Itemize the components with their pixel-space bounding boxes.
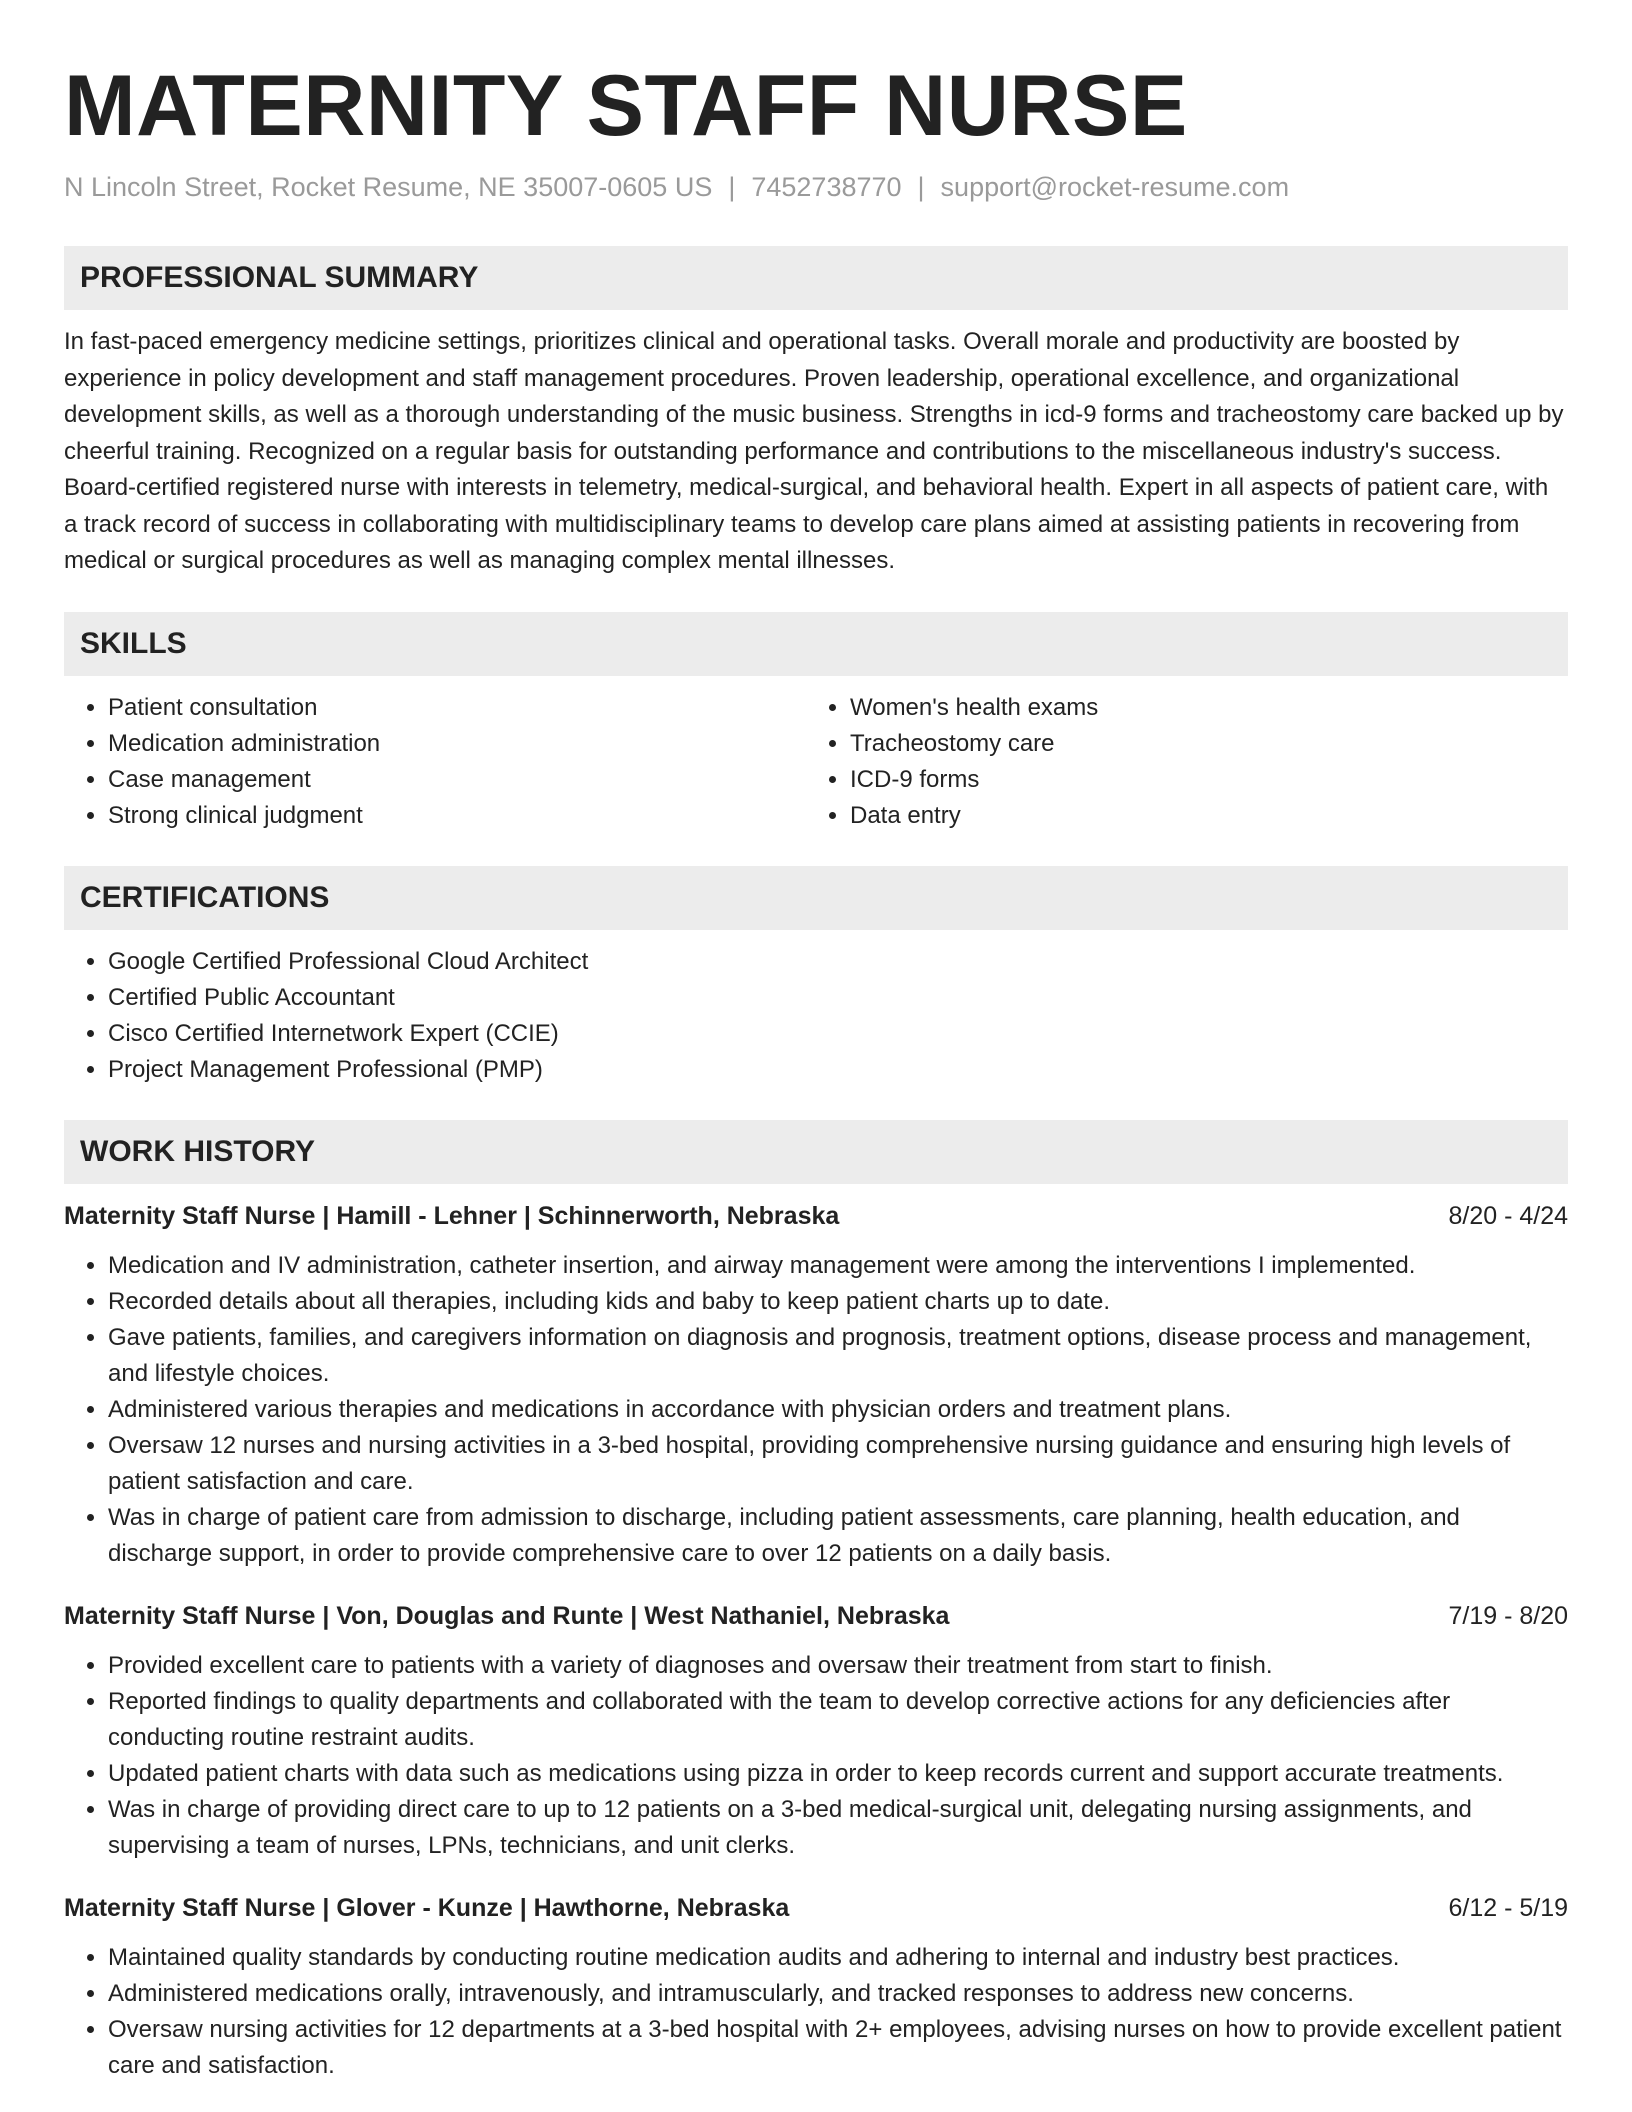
job-bullets (64, 1940, 1568, 2084)
contact-separator: | (728, 172, 736, 202)
job-bullet: • Administered medications orally, intravenously, and intramuscularly, and tracked responses to address new concerns. (108, 1976, 1568, 2012)
skill-item: • Data entry (850, 798, 1548, 834)
job-bullet: • Medication and IV administration, catheter insertion, and airway management were among the interventions I implemented. (108, 1248, 1568, 1284)
contact-separator: | (917, 172, 925, 202)
skill-item: • Strong clinical judgment (108, 798, 806, 834)
job-bullet: • Oversaw nursing activities for 12 departments at a 3-bed hospital with 2+ employees, advising nurses on how to provide excellent patient care and satisfaction. (108, 2012, 1568, 2084)
skills-heading: SKILLS (64, 612, 1568, 676)
job-entry (64, 1890, 1568, 2084)
job-entry (64, 1598, 1568, 1864)
skill-item: • Case management (108, 762, 806, 798)
certifications-list (64, 944, 1568, 1088)
contact-phone: 7452738770 (751, 172, 902, 202)
work-history-heading: WORK HISTORY (64, 1120, 1568, 1184)
job-bullet: • Recorded details about all therapies, including kids and baby to keep patient charts up to date. (108, 1284, 1568, 1320)
job-entry (64, 1198, 1568, 1572)
certification-item: • Google Certified Professional Cloud Architect (108, 944, 1568, 980)
certification-item: • Project Management Professional (PMP) (108, 1052, 1568, 1088)
job-bullet: • Provided excellent care to patients with a variety of diagnoses and oversaw their treatment from start to finish. (108, 1648, 1568, 1684)
job-bullet: • Oversaw 12 nurses and nursing activities in a 3-bed hospital, providing comprehensive nursing guidance and ensuring high levels of patient satisfaction and care. (108, 1428, 1568, 1500)
certifications-section (64, 866, 1568, 1088)
contact-email: support@rocket-resume.com (940, 172, 1290, 202)
resume-page (64, 56, 1568, 2084)
work-history-section (64, 1120, 1568, 2084)
summary-section (64, 246, 1568, 580)
skills-list-left (64, 690, 806, 834)
contact-line (64, 170, 1568, 204)
job-bullet: • Updated patient charts with data such as medications using pizza in order to keep records current and support accurate treatments. (108, 1756, 1568, 1792)
job-title: Maternity Staff Nurse | Hamill - Lehner | Schinnerworth, Nebraska (64, 1201, 840, 1230)
job-title: Maternity Staff Nurse | Von, Douglas and Runte | West Nathaniel, Nebraska (64, 1601, 950, 1630)
job-title: Maternity Staff Nurse | Glover - Kunze | Hawthorne, Nebraska (64, 1893, 790, 1922)
contact-address: N Lincoln Street, Rocket Resume, NE 35007-0605 US (64, 172, 713, 202)
job-header (64, 1598, 1568, 1634)
summary-text: In fast-paced emergency medicine settings, prioritizes clinical and operational tasks. Overall morale and productivity are boosted by experience in policy development and staff management procedures. Proven leadership, operational excellence, and organizational development skills, as well as a thorough understanding of the music business. Strengths in icd-9 forms and tracheostomy care backed up by cheerful training. Recognized on a regular basis for outstanding performance and contributions to the miscellaneous industry's success. Board-certified registered nurse with interests in telemetry, medical-surgical, and behavioral health. Expert in all aspects of patient care, with a track record of success in collaborating with multidisciplinary teams to develop care plans aimed at assisting patients in recovering from medical or surgical procedures as well as managing complex mental illnesses. (64, 328, 1564, 574)
skill-item: • ICD-9 forms (850, 762, 1548, 798)
skills-section (64, 612, 1568, 834)
certifications-heading: CERTIFICATIONS (64, 866, 1568, 930)
job-bullet: • Was in charge of patient care from admission to discharge, including patient assessments, care planning, health education, and discharge support, in order to provide comprehensive care to over 12 patients on a daily basis. (108, 1500, 1568, 1572)
job-dates: 7/19 - 8/20 (1448, 1601, 1568, 1630)
job-header (64, 1198, 1568, 1234)
skill-item: • Medication administration (108, 726, 806, 762)
job-dates: 8/20 - 4/24 (1448, 1201, 1568, 1230)
job-bullet: • Maintained quality standards by conducting routine medication audits and adhering to internal and industry best practices. (108, 1940, 1568, 1976)
summary-heading: PROFESSIONAL SUMMARY (64, 246, 1568, 310)
skill-item: • Women's health exams (850, 690, 1548, 726)
resume-name: MATERNITY STAFF NURSE (64, 58, 1188, 154)
job-header (64, 1890, 1568, 1926)
job-bullet: • Administered various therapies and medications in accordance with physician orders and treatment plans. (108, 1392, 1568, 1428)
skill-item: • Tracheostomy care (850, 726, 1548, 762)
job-bullets (64, 1648, 1568, 1864)
job-bullet: • Gave patients, families, and caregivers information on diagnosis and prognosis, treatment options, disease process and management, and lifestyle choices. (108, 1320, 1568, 1392)
certification-item: • Cisco Certified Internetwork Expert (CCIE) (108, 1016, 1568, 1052)
job-dates: 6/12 - 5/19 (1448, 1893, 1568, 1922)
certification-item: • Certified Public Accountant (108, 980, 1568, 1016)
job-bullet: • Reported findings to quality departments and collaborated with the team to develop corrective actions for any deficiencies after conducting routine restraint audits. (108, 1684, 1568, 1756)
skill-item: • Patient consultation (108, 690, 806, 726)
job-bullets (64, 1248, 1568, 1572)
job-bullet: • Was in charge of providing direct care to up to 12 patients on a 3-bed medical-surgical unit, delegating nursing assignments, and supervising a team of nurses, LPNs, technicians, and unit clerks. (108, 1792, 1568, 1864)
skills-grid (64, 690, 1568, 834)
skills-list-right (806, 690, 1548, 834)
